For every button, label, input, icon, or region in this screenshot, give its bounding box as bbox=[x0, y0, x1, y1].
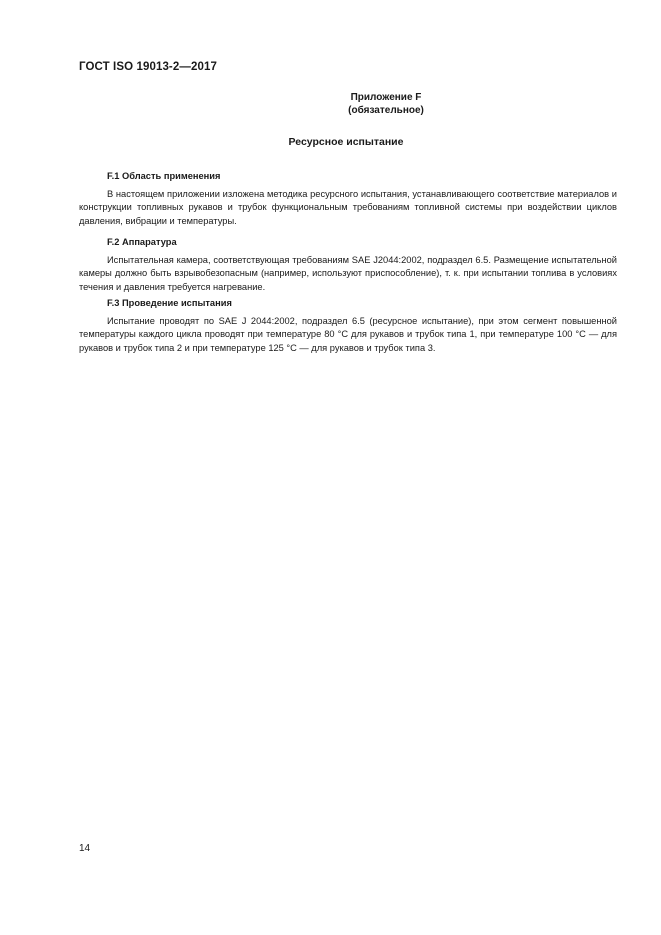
section-paragraph: В настоящем приложении изложена методика ресурсного испытания, устанавливающего соответствие материалов и конструкции топливных рукавов и трубок функциональным требованиям топливной системы при воздействии циклов давления, вибрации и температуры. bbox=[79, 189, 617, 226]
section-heading: F.3 Проведение испытания bbox=[107, 298, 232, 308]
section-heading: F.2 Аппаратура bbox=[107, 237, 177, 247]
section-paragraph: Испытание проводят по SAE J 2044:2002, подраздел 6.5 (ресурсное испытание), при этом сегмент повышенной температуры каждого цикла проводят при температуре 80 °С для рукавов и трубок типа 1, при температуре 100 °С — для рукавов и трубок типа 2 и при температуре 125 °С — для рукавов и трубок типа 3. bbox=[79, 316, 617, 353]
section-procedure bbox=[79, 297, 617, 355]
annex-title: Ресурсное испытание bbox=[288, 136, 404, 148]
section-heading: F.1 Область применения bbox=[107, 171, 221, 181]
annex-label: Приложение F bbox=[350, 92, 422, 103]
annex-status: (обязательное) bbox=[348, 105, 424, 116]
section-paragraph: Испытательная камера, соответствующая требованиям SAE J2044:2002, подраздел 6.5. Размещение испытательной камеры должно быть взрывобезопасным (например, используют приспособление), т. к. при испытании топлива в условиях течения и давления требуется нагревание. bbox=[79, 255, 617, 292]
section-scope bbox=[79, 170, 617, 228]
section-apparatus bbox=[79, 236, 617, 294]
annex-label-block bbox=[270, 91, 502, 117]
standard-id-header: ГОСТ ISO 19013-2—2017 bbox=[79, 61, 217, 73]
page-number: 14 bbox=[79, 843, 91, 854]
